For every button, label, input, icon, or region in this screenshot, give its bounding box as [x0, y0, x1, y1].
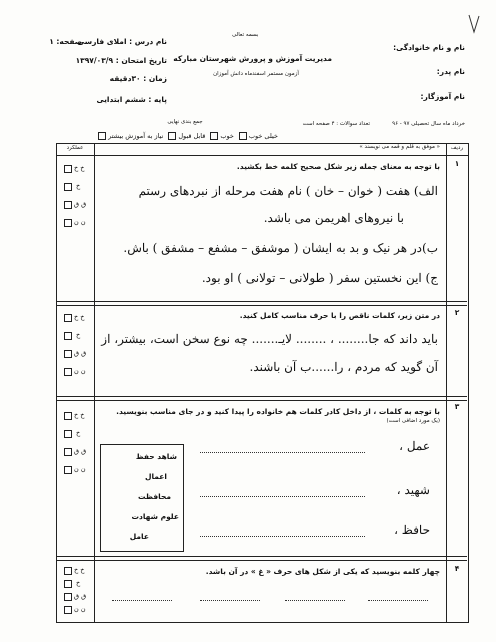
exam-duration: زمان : ۳۰دقیقه — [109, 74, 167, 83]
answer-line[interactable] — [200, 452, 365, 453]
q3-word-shahid: شهید ، — [396, 483, 430, 497]
q2-text-line-2: آن گوید که مردم ، را......ب آن باشند. — [249, 360, 438, 374]
check-mark-icon — [468, 14, 480, 34]
answer-line[interactable] — [200, 536, 365, 537]
checkbox-icon[interactable] — [239, 132, 247, 140]
q1-line-a: الف) هفت ( خوان – خان ) نام هفت مرحله از نبردهای رستم — [138, 184, 438, 198]
subject-label: نام درس : املای فارسی — [77, 37, 167, 46]
q1-instruction: با توجه به معنای جمله زیر شکل صحیح کلمه خط بکشید. — [236, 162, 440, 171]
score-checkbox[interactable] — [64, 593, 72, 601]
q2-text-line-1: باید داند که جا........ ، ........ لایـ....... چه نوع سخن است، بیشتر، از — [101, 332, 438, 346]
row-number-divider — [446, 143, 447, 622]
checkbox-icon[interactable] — [98, 132, 106, 140]
final-grade-title: جمع بندی نهایی — [167, 119, 203, 125]
grade-option-needs-more[interactable]: نیاز به آموزش بیشتر — [98, 132, 163, 140]
page-number: صفحه: ۱ — [49, 37, 82, 46]
row-number-header: ردیف — [450, 145, 464, 151]
q1-line-c: ج) این نخستین سفر ( طولانی – تولانی ) او بود. — [201, 271, 438, 285]
q2-number: ۲ — [454, 308, 460, 317]
q3-note: (یک مورد اضافی است) — [386, 418, 440, 424]
rubric-q4: خ خ خ ق ق ن ن — [60, 565, 92, 620]
checkbox-icon[interactable] — [210, 132, 218, 140]
rubric-q3: خ خ خ ق ق ن ن — [60, 410, 92, 550]
score-divider — [94, 143, 95, 622]
score-checkbox[interactable] — [64, 314, 72, 322]
answer-line[interactable] — [200, 600, 260, 601]
grade-level: پایه : ششم ابتدایی — [96, 95, 167, 104]
score-checkbox[interactable] — [64, 183, 72, 191]
word-box-line: عامل — [129, 532, 149, 541]
checkbox-icon[interactable] — [168, 132, 176, 140]
exam-date: تاریخ امتحان : ۱۳۹۷/۰۳/۹ — [75, 56, 167, 65]
score-header: عملکرد — [66, 145, 84, 151]
grade-option-very-good[interactable]: خیلی خوب — [239, 132, 278, 140]
rubric-q2: خ خ خ ق ق ن ن — [60, 312, 92, 392]
word-box — [100, 444, 184, 552]
row-separator — [56, 301, 467, 306]
q4-instruction: چهار کلمه بنویسید که یکی از شکل های حرف « غ » در آن باشد. — [205, 567, 440, 576]
q2-instruction: در متن زیر، کلمات ناقص را با حرف مناسب کامل کنید. — [239, 311, 440, 320]
score-checkbox[interactable] — [64, 165, 72, 173]
organization-title: مدیریت آموزش و پرورش شهرستان مبارکه — [173, 54, 332, 63]
header-divider — [56, 155, 468, 156]
row-separator — [56, 556, 467, 561]
q3-number: ۳ — [454, 402, 460, 411]
rubric-q1: خ خ خ ق ق ن ن — [60, 163, 92, 293]
grade-options — [60, 130, 278, 142]
word-box-line: اعمال — [144, 472, 167, 481]
word-box-line: شاهد حفظ — [135, 452, 177, 461]
q3-instruction: با توجه به کلمات ، از داخل کادر کلمات هم خانواده را پیدا کنید و در جای مناسب بنویسید. — [116, 407, 440, 416]
answer-line[interactable] — [285, 600, 345, 601]
score-checkbox[interactable] — [64, 430, 72, 438]
question-count: تعداد سوالات : ۴ صفحه است — [302, 121, 370, 127]
word-box-line: علوم شهادت — [131, 512, 179, 521]
q3-word-hafez: حافظ ، — [394, 523, 430, 537]
answer-line[interactable] — [200, 496, 365, 497]
q1-line-a-continued: با نیروهای اهریمن می باشد. — [263, 211, 404, 225]
answer-line[interactable] — [112, 600, 172, 601]
q1-number: ۱ — [454, 159, 460, 168]
word-box-line: محافظت — [137, 492, 171, 501]
emblem-text: بسمه تعالی — [232, 32, 259, 38]
score-checkbox[interactable] — [64, 412, 72, 420]
q3-word-amal: عمل ، — [399, 439, 430, 453]
score-checkbox[interactable] — [64, 219, 72, 227]
exam-title: آزمون مستمر اسفندماه دانش آموزان — [213, 71, 299, 77]
student-name-label: نام و نام خانوادگی: — [393, 43, 465, 52]
row-separator — [56, 396, 467, 401]
school-year: خرداد ماه سال تحصیلی ۹۷ - ۹۶ — [392, 121, 465, 127]
q4-number: ۴ — [454, 564, 460, 573]
score-checkbox[interactable] — [64, 567, 72, 575]
grade-option-good[interactable]: خوب — [210, 132, 234, 140]
score-checkbox[interactable] — [64, 466, 72, 474]
score-checkbox[interactable] — [64, 580, 72, 588]
score-checkbox[interactable] — [64, 448, 72, 456]
score-checkbox[interactable] — [64, 368, 72, 376]
q1-line-b: ب)در هر نیک و بد به ایشان ( موشفق – مشفع – مشفق ) باش. — [123, 241, 438, 255]
score-checkbox[interactable] — [64, 606, 72, 614]
teacher-name-label: نام آموزگار: — [420, 92, 465, 101]
score-checkbox[interactable] — [64, 201, 72, 209]
score-checkbox[interactable] — [64, 350, 72, 358]
father-name-label: نام پدر: — [436, 67, 465, 76]
score-checkbox[interactable] — [64, 332, 72, 340]
slogan-text: « موفق به قلم و قمه می نویسند » — [359, 144, 440, 150]
grade-option-acceptable[interactable]: قابل قبول — [168, 132, 205, 140]
answer-line[interactable] — [368, 600, 428, 601]
